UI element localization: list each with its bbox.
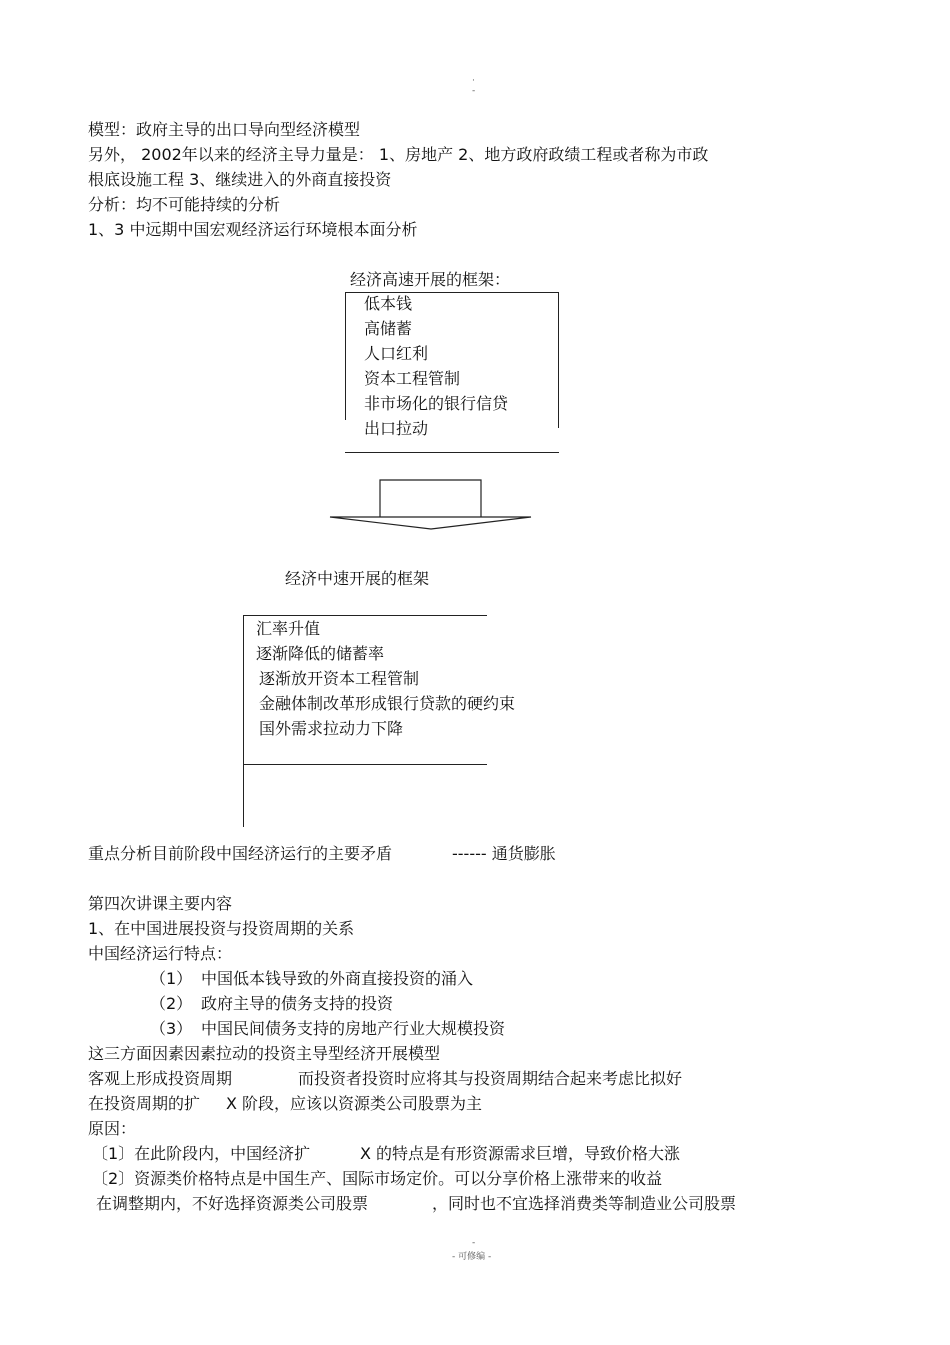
intro-forces-line-cont: 根底设施工程 3、继续进入的外商直接投资 — [88, 170, 392, 189]
footer-dash: - — [472, 1238, 476, 1248]
header-mark: - — [472, 86, 476, 96]
feature-number: （3） — [150, 1019, 193, 1038]
framework-high-item: 人口红利 — [364, 344, 429, 363]
reason-line-right: X 的特点是有形资源需求巨增，导致价格大涨 — [360, 1144, 681, 1163]
reason-line-left: 〔1〕在此阶段内，中国经济扩 — [92, 1144, 311, 1163]
reason-label: 原因： — [88, 1119, 137, 1138]
intro-analysis-line: 分析：均不可能持续的分析 — [88, 195, 281, 214]
feature-text: 中国民间债务支持的房地产行业大规模投资 — [201, 1019, 506, 1038]
framework-high-title: 经济高速开展的框架： — [350, 270, 511, 289]
summary-line: 这三方面因素因素拉动的投资主导型经济开展模型 — [88, 1044, 441, 1063]
lecture-title: 第四次讲课主要内容 — [88, 894, 233, 913]
expand-line-right: X 阶段，应该以资源类公司股票为主 — [226, 1094, 483, 1113]
framework-mid-item: 国外需求拉动力下降 — [259, 719, 404, 738]
framework-mid-item: 逐渐降低的储蓄率 — [256, 644, 385, 663]
feature-number: （2） — [150, 994, 193, 1013]
down-arrow-icon — [0, 475, 950, 535]
intro-model-line: 模型：政府主导的出口导向型经济模型 — [88, 120, 361, 139]
framework-mid-title: 经济中速开展的框架 — [285, 569, 430, 588]
feature-text: 政府主导的债务支持的投资 — [201, 994, 394, 1013]
framework-high-item: 出口拉动 — [364, 419, 429, 438]
adjust-line-right: ，同时也不宜选择消费类等制造业公司股票 — [432, 1194, 737, 1213]
focus-line-left: 重点分析目前阶段中国经济运行的主要矛盾 — [88, 844, 393, 863]
framework-high-item: 非市场化的银行信贷 — [364, 394, 509, 413]
expand-line-left: 在投资周期的扩 — [88, 1094, 201, 1113]
focus-line-right: ------ 通货膨胀 — [452, 844, 556, 863]
feature-text: 中国低本钱导致的外商直接投资的涌入 — [201, 969, 474, 988]
footer-note: - 可修编 - — [452, 1252, 492, 1262]
intro-forces-line: 另外， 2002年以来的经济主导力量是： 1、房地产 2、地方政府政绩工程或者称为市政 — [88, 145, 709, 164]
framework-mid-item: 汇率升值 — [256, 619, 321, 638]
cycle-line-left: 客观上形成投资周期 — [88, 1069, 233, 1088]
framework-mid-item: 逐渐放开资本工程管制 — [259, 669, 420, 688]
feature-number: （1） — [150, 969, 193, 988]
adjust-line-left: 在调整期内，不好选择资源类公司股票 — [96, 1194, 369, 1213]
features-label: 中国经济运行特点： — [88, 944, 233, 963]
framework-high-item: 高储蓄 — [364, 319, 413, 338]
framework-mid-item: 金融体制改革形成银行贷款的硬约束 — [259, 694, 516, 713]
cycle-line-right: 而投资者投资时应将其与投资周期结合起来考虑比拟好 — [298, 1069, 683, 1088]
header-mark: · — [472, 76, 475, 86]
reason-line: 〔2〕资源类价格特点是中国生产、国际市场定价。可以分享价格上涨带来的收益 — [92, 1169, 663, 1188]
lecture-item: 1、在中国进展投资与投资周期的关系 — [88, 919, 355, 938]
section-heading: 1、3 中远期中国宏观经济运行环境根本面分析 — [88, 220, 418, 239]
framework-high-item: 低本钱 — [364, 294, 413, 313]
framework-high-item: 资本工程管制 — [364, 369, 461, 388]
